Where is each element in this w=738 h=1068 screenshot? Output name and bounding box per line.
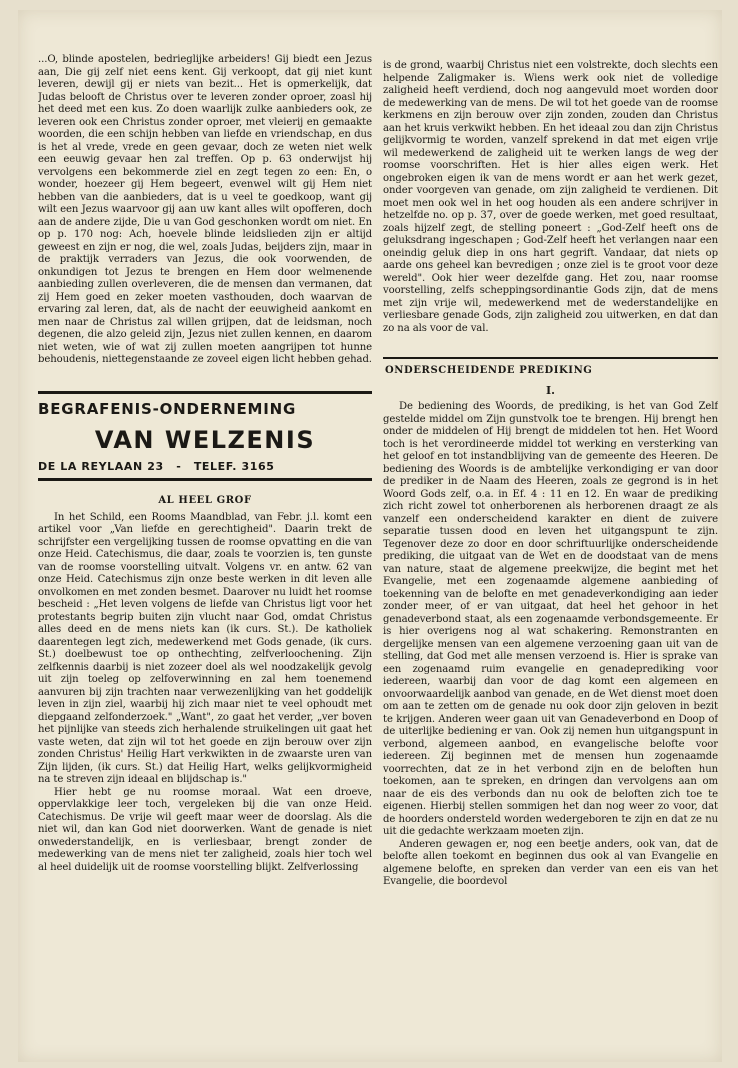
section-paragraph: In het Schild, een Rooms Maandblad, van Febr. j.l. komt een artikel voor „Van liefde en gerechtigheid". Daarin trekt de schrijfster een vergelijking tussen de roomse opvatting en die van onze Heid. Catechismus, die daar, zoals te voorzien is, ten gunste van de roomse voorstelling uitvalt. Volgens vr. en antw. 62 van onze Heid. Catechismus zijn onze beste werken in dit leven alle onvolkomen en met zonden besmet. Daarover nu luidt het roomse bescheid : „Het leven volgens de liefde van Christus ligt voor het protestants begrip buiten zijn vlucht naar God, omdat Christus alles deed en de mens niets kan (ik curs. St.). De katholiek daarentegen legt zich, medewerkend met Gods genade, (ik curs. St.) doelbewust toe op onthechting, zelfverloochening. Zijn zelfkennis daarbij is niet zozeer doel als wel noodzakelijk gevolg uit zijn toeleg op zelfoverwinning en zal hem toenemend aanvuren bij zijn trachten naar verwezenlijking van het goddelijk leven in zijn ziel, waarbij hij zich maar niet te veel ophoudt met diepgaand zelfonderzoek." „Want", zo gaat het verder, „ver boven het pijnlijke van steeds zich herhalende struikelingen uit gaat het vaste weten, dat zijn wil tot het goede en zijn berouw over zijn zonden Christus' Heilig Hart verkwikten in de zwaarste uren van Zijn lijden, (ik curs. St.) dat Heilig Hart, welks gelijkvormigheid na te streven zijn ideaal en blijdschap is." xyxy=(38,511,372,785)
ad-bottom-rule xyxy=(38,478,372,481)
ad-address: DE LA REYLAAN 23 xyxy=(38,459,164,473)
section-paragraph: De bediening des Woords, de prediking, is het van God Zelf gestelde middel om Zijn gunstvolk toe te brengen. Hij brengt hen onder de middelen of Hij brengt de middelen tot hen. Het Woord toch is het verordineerde middel tot werking en versterking van het geloof en tot instandblijving van de gemeente des Heeren. De bediening des Woords is de ambtelijke verkondiging er van door de prediker in de Naam des Heeren, zoals ze gegrond is in het Woord Gods zelf, o.a. in Ef. 4 : 11 en 12. En waar de prediking zich richt zowel tot onherborenen als herborenen draagt ze als vanzelf een onderscheidend karakter en dient de zuivere separatie tussen dood en leven het uitgangspunt te zijn. Tegenover deze zo door en door schriftuurlijke onderscheidende prediking, die uitgaat van de Wet en de doodstaat van de mens van nature, staat de algemene preekwijze, die begint met het Evangelie, met een zogenaamde algemene aanbieding of toekenning van de belofte en met genadeverkondiging aan ieder zonder meer, of er van uitgaat, dat heel het gehoor in het genadeverbond staat, als een zogenaamde verbondsgemeente. Er is hier overigens nog al wat schakering. Remonstranten en dergelijke mensen van een algemene verzoening gaan uit van de stelling, dat God met alle mensen verzoend is. Hier is sprake van een zogenaamd ruim evangelie en genadeprediking voor iedereen, waarbij dan voor de dag komt een algemeen en onvoorwaardelijk aanbod van genade, en de Wet dienst moet doen om aan te zetten om de genade nu ook door zijn geloven in bezit te krijgen. Anderen weer gaan uit van Genadeverbond en Doop of de uiterlijke bediening er van. Ook zij nemen hun uitgangspunt in verbond, algemeen aanbod, en evangelische belofte voor iedereen. Zij beginnen met de mensen hun zogenaamde voorrechten, dat ze in het verbond zijn en de beloften hun toekomen, aan te spreken, en dringen dan vervolgens aan om naar de eis des verbonds dan nu ook de beloften zich toe te eigenen. Hierbij stellen sommigen het dan nog weer zo voor, dat de hoorders ondersteld worden wedergeboren te zijn en dat ze nu uit die gedachte werkzaam moeten zijn. xyxy=(383,401,718,837)
section-title-onderscheidende-prediking: ONDERSCHEIDENDE PREDIKING xyxy=(385,365,593,376)
section-paragraph: Anderen gewagen er, nog een beetje anders, ook van, dat de belofte allen toekomt en beginnen dus ook al van Evangelie en algemene belofte, en spreken dan verder van een eis van het Evangelie, die boordevol xyxy=(383,838,718,887)
ad-separator: - xyxy=(176,459,182,473)
funeral-advertisement xyxy=(38,391,372,481)
left-column xyxy=(38,54,372,1054)
ad-top-rule xyxy=(38,391,372,394)
ad-phone: TELEF. 3165 xyxy=(193,459,275,473)
section-paragraph: Hier hebt ge nu roomse moraal. Wat een droeve, oppervlakkige leer toch, vergeleken bij die van onze Heid. Catechismus. De vrije wil geeft maar weer de doorslag. Als die niet wil, dan kan God niet doorwerken. Want de genade is niet onwederstandelijk, en is verliesbaar, brengt zonder de medewerking van de mens niet ter zaligheid, zoals hier toch wel al heel duidelijk uit de roomse voorstelling blijkt. Zelfverlossing xyxy=(38,786,372,873)
section-number: I. xyxy=(546,384,555,397)
column-spacer xyxy=(383,335,718,357)
ad-heading: BEGRAFENIS-ONDERNEMING xyxy=(38,399,297,418)
article-paragraph: ...O, blinde apostelen, bedrieglijke arbeiders! Gij biedt een Jezus aan, Die gij zelf niet eens kent. Gij verkoopt, dat gij niet kunt leveren, dewijl gij er niets van bezit... Het is opmerkelijk, dat Judas belooft de Christus over te leveren zonder oproer, zoasl hij het deed met een kus. Zo doen waarlijk zulke aanbieders ook, ze leveren ook een Christus zonder oproer, met vleierij en gemaakte woorden, die een schijn hebben van liefde en vriendschap, en dus is het al vrede, vrede en geen gevaar, doch ze weten niet welk een eeuwig gevaar hen zal treffen. Op p. 63 onderwijst hij vervolgens een bekommerde ziel en zegt tegen zo een: En, o wonder, hoezeer gij Hem begeert, evenwel wilt gij Hem niet hebben van die aanbieders, dat is u veel te goedkoop, want gij wilt een Jezus waarvoor gij aan uw kant alles wilt opofferen, doch aan de andere zijde, Die u van God geschonken wordt om niet. En op p. 170 nog: Ach, hoevele blinde leidslieden zijn er altijd geweest en zijn er nog, die wel, zoals Judas, beijders zijn, maar in de praktijk verraders van Jezus, die ook voorwenden, de onkundigen tot Jezus te brengen en Hem door welmenende aanbieding zullen overleveren, die de mensen dan vermanen, dat zij Hem goed en zeker moeten vasthouden, doch waarvan de ervaring zal leren, dat, als de nacht der eeuwigheid aankomt en men naar de Christus zal willen grijpen, dat de leidsman, noch degenen, die alzo geleid zijn, Jezus niet zullen kennen, en daarom niet weten, wie of wat zij zullen moeten aangrijpen tot hunne behoudenis, niettegenstaande ze zoveel eigen licht hebben gehad. xyxy=(38,54,372,365)
magazine-page xyxy=(18,10,722,1062)
ad-contact-line xyxy=(38,460,372,473)
ad-company-name: VAN WELZENIS xyxy=(94,425,316,454)
section-title-al-heel-grof: AL HEEL GROF xyxy=(158,494,252,506)
continued-paragraph: is de grond, waarbij Christus niet een volstrekte, doch slechts een helpende Zaligmaker is. Wiens werk ook niet de volledige zaligheid heeft verdiend, doch nog aangevuld moet worden door de medewerking van de mens. De wil tot het goede van de roomse kerkmens en zijn berouw over zijn zonden, zouden dan Christus aan het kruis verkwikt hebben. En het ideaal zou dan zijn Christus gelijkvormig te worden, vanzelf sprekend in dat met eigen vrije wil medewerkend de zaligheid uit te werken langs de weg der roomse voorschriften. Het is hier alles eigen werk. Het ongebroken eigen ik van de mens wordt er aan het werk gezet, onder voorgeven van genade, om zijn zaligheid te verdienen. Dit moet men ook wel in het oog houden als een andere schrijver in hetzelfde no. op p. 37, over de goede werken, met goed resultaat, zoals hijzelf zegt, de stelling poneert : „God-Zelf heeft ons de geluksdrang ingeschapen ; God-Zelf heeft het verlangen naar een oneindig geluk diep in ons hart gegrift. Vandaar, dat niets op aarde ons geheel kan bevredigen ; onze ziel is te groot voor deze wereld". Ook hier weer dezelfde gang. Het zou, naar roomse voorstelling, zelfs scheppingsordinantie Gods zijn, dat de mens met zijn vrije wil, medewerkend met de wederstandelijke en verliesbare genade Gods, zijn zaligheid zou uitwerken, en dat dan zo na als voor de val. xyxy=(383,60,718,334)
right-column xyxy=(383,60,718,1060)
section-divider xyxy=(383,357,718,359)
